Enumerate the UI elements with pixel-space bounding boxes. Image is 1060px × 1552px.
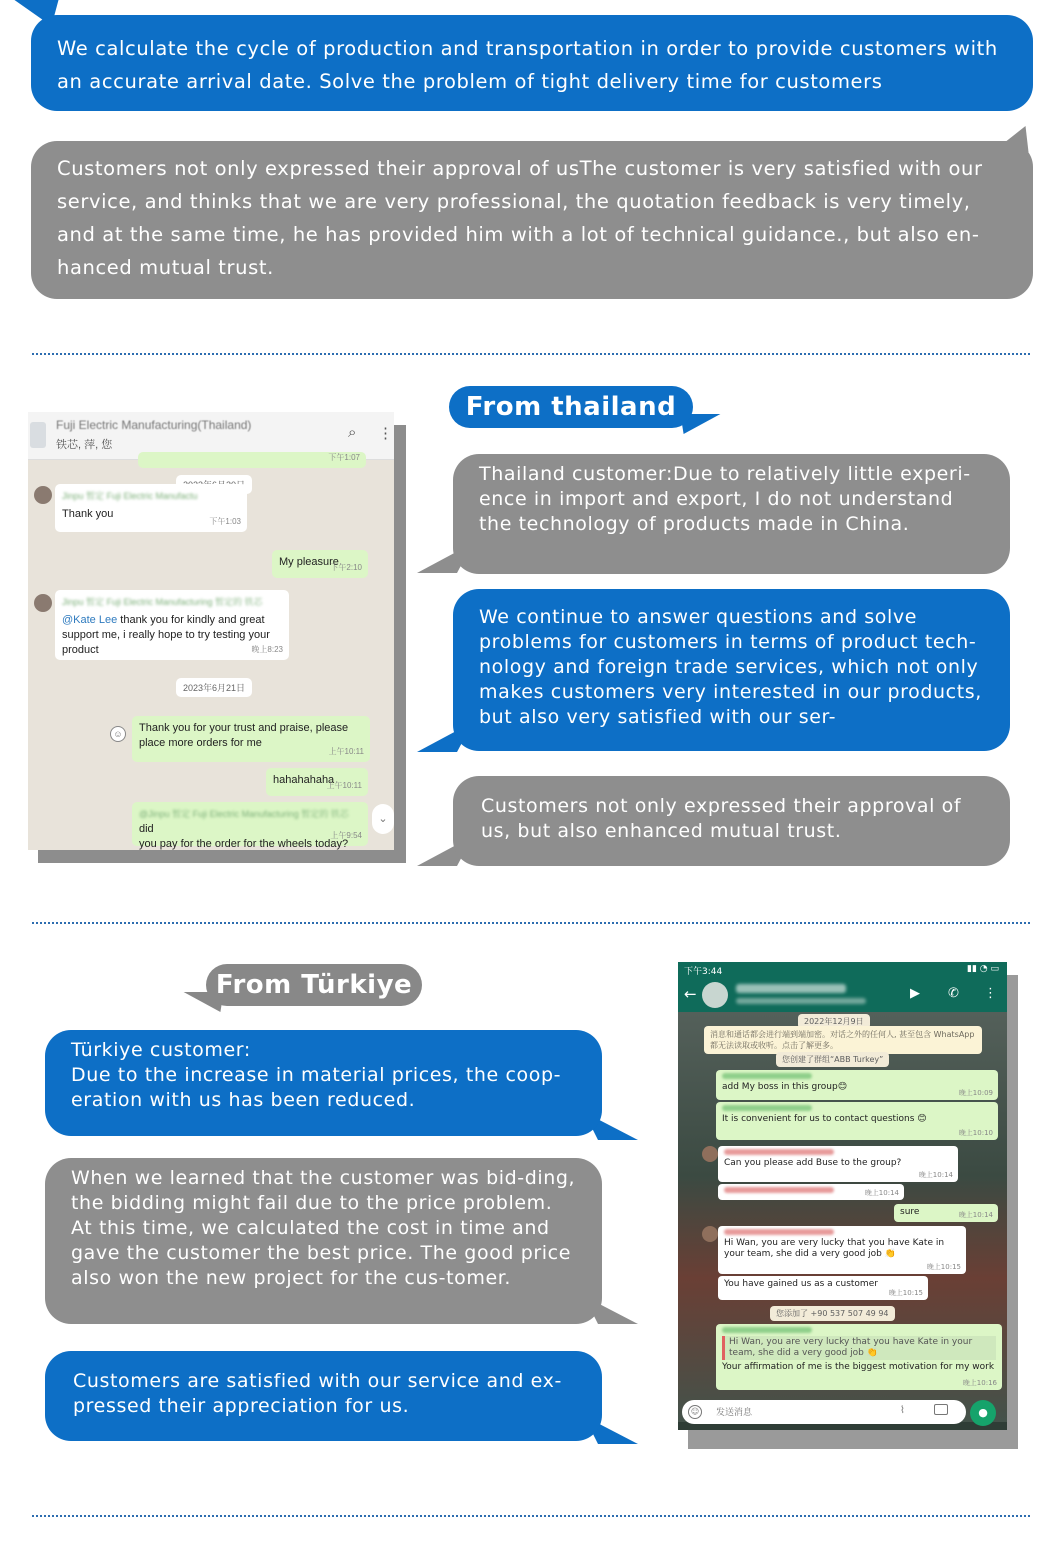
thailand-bubble-3-text: Customers not only expressed their approval of us, but also enhanced mutual trust. (481, 795, 962, 842)
date-chip: 2022年12月9日 (798, 1014, 870, 1029)
message-text: Thank you for your trust and praise, please place more orders for me (139, 722, 349, 749)
message-text: Your affirmation of me is the biggest motivation for my work (722, 1362, 995, 1372)
message-text: sure (900, 1207, 920, 1217)
sender-avatar (34, 486, 52, 504)
thailand-bubble-3 (453, 776, 1010, 866)
message-text: You have gained us as a customer (724, 1279, 878, 1289)
message-bubble (266, 768, 368, 796)
message-bubble (718, 1146, 958, 1182)
phone-call-icon[interactable]: ✆ (948, 986, 959, 1001)
divider-1 (32, 353, 1030, 355)
thailand-chat-screenshot (28, 412, 394, 850)
status-bar (678, 962, 1007, 978)
message-text-suffix: did (139, 823, 154, 835)
message-time: 晚上10:15 (926, 1263, 961, 1271)
message-text: Hi Wan, you are very lucky that you have Kate in your team, she did a very good job 👏 (724, 1238, 945, 1259)
message-time: 晚上10:16 (962, 1379, 997, 1387)
blurred-sender (724, 1229, 834, 1235)
intro-grey-bubble (31, 141, 1033, 299)
message-bubble (718, 1226, 966, 1274)
sender-avatar (34, 594, 52, 612)
back-arrow-icon[interactable]: ← (684, 985, 697, 1003)
message-text: It is convenient for us to contact questions 😊 (722, 1114, 927, 1124)
message-text: thank you for kindly and great support me, i really hope to try testing your product (62, 614, 270, 656)
turkiye-bubble-3-text: Customers are satisfied with our service and ex-pressed their appreciation for us. (73, 1370, 562, 1417)
turkiye-bubble-1 (45, 1030, 602, 1136)
message-time: 上午9:54 (330, 831, 362, 840)
message-text: Thank you (62, 508, 114, 520)
thailand-bubble-2 (453, 589, 1010, 751)
chat-header (678, 978, 1007, 1012)
divider-3 (32, 1515, 1030, 1517)
message-bubble (55, 590, 289, 660)
emoji-button[interactable]: ☺ (110, 726, 126, 742)
sender-avatar (702, 1226, 718, 1242)
video-call-icon[interactable]: ▶ (910, 986, 920, 1001)
status-time: 下午3:44 (684, 967, 723, 977)
sender-name: Jinpu 暂定 Fuji Electric Manufactu (62, 491, 198, 501)
message-time: 下午1:03 (209, 517, 241, 526)
turkiye-chat-screenshot (678, 962, 1007, 1430)
microphone-icon[interactable]: ● (970, 1400, 996, 1426)
encryption-notice: 消息和通话都会进行端到端加密。对话之外的任何人, 甚至包含 WhatsApp 都无法读取或收听。点击了解更多。 (704, 1026, 982, 1054)
status-icons: ▮▮ ◔ ▭ (967, 964, 999, 974)
message-time: 晚上8:23 (251, 645, 283, 654)
intro-blue-text: We calculate the cycle of production and transportation in order to provide customers with an accurate arrival date. Solve the problem of tight delivery time for customers (57, 37, 998, 93)
thailand-heading-text: From thailand (465, 392, 677, 422)
message-time: 上午10:11 (328, 747, 364, 756)
blurred-group-name (736, 984, 846, 993)
turkiye-heading (206, 964, 422, 1006)
message-bubble (132, 716, 370, 762)
message-text: Can you please add Buse to the group? (724, 1158, 902, 1168)
turkiye-heading-text: From Türkiye (215, 970, 413, 1000)
message-bubble (716, 1102, 998, 1140)
message-time: 晚上10:14 (918, 1171, 953, 1179)
turkiye-bubble-1-text: Türkiye customer: Due to the increase in material prices, the coop-eration with us has been reduced. (71, 1039, 562, 1111)
blurred-sender (724, 1149, 834, 1155)
intro-grey-text: Customers not only expressed their approval of usThe customer is very satisfied with our service, and thinks that we are very professional, the quotation feedback is very timely, and at the same time, he has provided him with a lot of technical guidance., but also en-hanced mutual trust. (57, 157, 983, 279)
search-icon[interactable]: ⌕ (348, 424, 357, 441)
blurred-message (724, 1187, 834, 1193)
turkiye-bubble-2-text: When we learned that the customer was bid-ding, the bidding might fail due to the price problem. At this time, we calculated the cost in time and gave the customer the best price. The good price also won the new project for the cus-tomer. (71, 1167, 576, 1289)
camera-icon[interactable] (934, 1404, 948, 1415)
message-time: 下午2:10 (330, 563, 362, 572)
message-bubble (55, 484, 247, 532)
message-bubble (132, 802, 368, 850)
group-created-notice: 您创建了群组“ABB Turkey” (776, 1052, 889, 1067)
message-bubble (718, 1184, 904, 1200)
sender-name: @Jinpu 暂定 Fuji Electric Manufacturing 暂定的 铁芯 (139, 809, 349, 819)
message-bubble (138, 452, 366, 468)
chat-subtitle: 铁芯, 萍, 您 (56, 439, 113, 451)
message-bubble (716, 1324, 1002, 1390)
group-avatar (702, 982, 728, 1008)
chat-title: Fuji Electric Manufacturing(Thailand) (56, 418, 252, 432)
message-bubble (894, 1204, 998, 1222)
date-chip: 2023年6月21日 (176, 678, 252, 697)
message-text: hahahahaha (273, 774, 335, 786)
message-bubble (272, 550, 368, 578)
message-bubble (718, 1276, 928, 1300)
sender-name: Jinpu 暂定 Fuji Electric Manufacturing 暂定的 铁芯 (62, 597, 263, 607)
message-time: 晚上10:09 (958, 1089, 993, 1097)
message-time: 晚上10:15 (888, 1289, 923, 1297)
blurred-group-members (736, 998, 866, 1004)
quoted-message: Hi Wan, you are very lucky that you have Kate in your team, she did a very good job 👏 (722, 1336, 996, 1360)
message-time: 晚上10:14 (958, 1211, 993, 1219)
blurred-sender (722, 1073, 812, 1079)
attach-icon[interactable]: ⌇ (900, 1405, 905, 1416)
turkiye-bubble-3 (45, 1351, 602, 1441)
blurred-sender (722, 1105, 812, 1111)
message-text: My pleasure (279, 556, 339, 568)
scroll-down-button[interactable]: ⌄ (372, 804, 394, 834)
thailand-bubble-2-text: We continue to answer questions and solve problems for customers in terms of product tech-nology and foreign trade services, which not only makes customers very interested in our products, but also very satisfied with our ser- (479, 606, 982, 728)
menu-icon[interactable]: ⋮ (984, 986, 997, 1001)
mention[interactable]: @Kate Lee (62, 614, 118, 626)
thailand-bubble-1-text: Thailand customer:Due to relatively little experi-ence in import and export, I do not understand the technology of products made in China. (479, 463, 971, 535)
message-bubble (716, 1070, 998, 1100)
divider-2 (32, 922, 1030, 924)
member-added-notice: 您添加了 +90 537 507 49 94 (770, 1306, 895, 1321)
emoji-icon[interactable]: ☺ (688, 1405, 702, 1419)
message-time: 下午1:07 (328, 453, 360, 462)
blurred-sender (722, 1327, 812, 1333)
message-text: you pay for the order for the wheels today? (139, 838, 349, 850)
intro-blue-bubble (31, 15, 1033, 111)
group-avatar (30, 422, 46, 448)
sender-avatar (702, 1146, 718, 1162)
turkiye-bubble-2 (45, 1158, 602, 1324)
message-input[interactable]: 发送消息 (682, 1400, 966, 1424)
menu-icon[interactable]: ⋮ (378, 425, 393, 442)
thailand-bubble-1 (453, 454, 1010, 574)
thailand-heading (449, 386, 693, 428)
message-time: 晚上10:14 (864, 1189, 899, 1197)
message-time: 晚上10:10 (958, 1129, 993, 1137)
message-time: 上午10:11 (326, 781, 362, 790)
message-text: add My boss in this group😊 (722, 1082, 848, 1092)
